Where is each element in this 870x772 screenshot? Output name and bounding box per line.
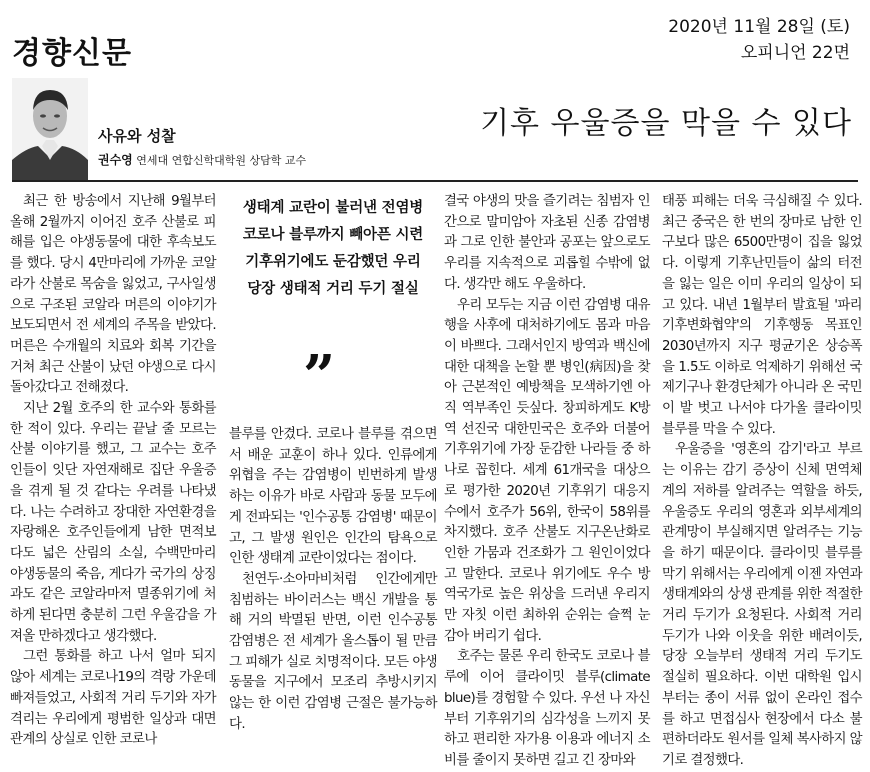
pull-quote-line: 당장 생태적 거리 두기 절실: [247, 281, 419, 297]
author-photo: [12, 78, 88, 180]
paragraph: 우리 모두는 지금 이런 감염병 대유행을 사후에 대처하기에도 몸과 마음이 바쁘다. 그래서인지 방역과 백신에 대한 대책을 논할 뿐 병인(病因)을 찾아 근본적인 예방책을 모색하기엔 아직 역부족인 듯싶다. 창피하게도 K방역 선진국 대한민국은 호주와 더불어 기후위기에 가장 둔감한 나라들 중 하나로 꼽힌다. 세계 61개국을 대상으로 평가한 2020년 기후위기 대응지수에서 호주가 56위, 한국이 58위를 차지했다. 호주 산불도 지구온난화로 인한 가뭄과 건조화가 그 원인이었다고 말한다. 코로나 위기에도 우수 방역국가로 높은 위상을 드러낸 우리지만 자칫 이런 최하위 순위는 슬쩍 눈감아 버리기 쉽다.: [444, 297, 650, 644]
paragraph: 결국 야생의 맛을 즐기려는 침범자 인간으로 말미암아 자초된 신종 감염병과 그로 인한 불안과 공포는 앞으로도 우리를 지속적으로 괴롭힐 수밖에 없다. 생각만 해도 우울하다.: [444, 194, 650, 292]
pull-quote: [229, 195, 437, 303]
author-affiliation: 연세대 연합신학대학원 상담학 교수: [136, 154, 307, 167]
byline: [98, 151, 306, 168]
author-name: 권수영: [98, 153, 133, 167]
paragraph: 태풍 피해는 더욱 극심해질 수 있다. 최근 중국은 한 번의 장마로 남한 인구보다 많은 6500만명이 집을 잃었다. 이렇게 기후난민들이 삶의 터전을 잃는 일은 이미 우리의 일상이 되고 있다. 내년 1월부터 발효될 '파리기후변화협약'의 기후행동 목표인 2030년까지 지구 평균기온 상승폭을 1.5도 이하로 억제하기 위해선 국제기구나 환경단체가 아니라 온 국민이 발 벗고 나서야 다가올 클라이밋 블루를 막을 수 있다.: [662, 194, 862, 437]
article-column-1: [10, 192, 216, 748]
paragraph: 천연두·소아마비처럼 인간에게만 침범하는 바이러스는 백신 개발을 통해 거의 박멸된 반면, 이런 인수공통 감염병은 전 세계가 올스톱이 될 만큼 그 피해가 실로 치명적이다. 모든 야생동물을 지구에서 모조리 추방시키지 않는 한 이런 감염병 근절은 불가능하다.: [229, 571, 437, 732]
column-title: 사유와 성찰: [98, 127, 176, 145]
pull-quote-line: 생태계 교란이 불러낸 전염병: [242, 200, 424, 216]
portrait-image: [12, 78, 88, 180]
header-divider: [12, 180, 858, 182]
pull-quote-line: 코로나 블루까지 빼아픈 시련: [242, 227, 424, 243]
pull-quote-line: 기후위기에도 둔감했던 우리: [245, 254, 421, 270]
paragraph: 우울증을 '영혼의 감기'라고 부르는 이유는 감기 증상이 신체 면역체계의 저하를 알려주는 역할을 하듯, 우울증도 우리의 영혼과 외부세계의 관계망이 부실해지면 알려주는 기능을 하기 때문이다. 클라이밋 블루를 막기 위해서는 우리에게 이젠 자연과 생태계와의 상생 관계를 위한 적절한 거리 두기가 요청된다. 사회적 거리 두기가 나와 이웃을 위한 배려이듯, 당장 오늘부터 생태적 거리 두기도 절실히 필요하다. 이번 대학원 입시부터는 종이 서류 없이 온라인 접수를 하고 면접심사 현장에서 다소 불편하더라도 원서를 일체 복사하지 않기로 결정했다.: [662, 442, 862, 768]
dateline: [668, 14, 850, 66]
newspaper-masthead: 경향신문: [12, 36, 132, 71]
paragraph: 호주는 물론 우리 한국도 코로나 블루에 이어 클라이밋 블루(climate blue)를 경험할 수 있다. 우선 나 자신부터 기후위기의 심각성을 느끼지 못하고 편리한 자가용 이용과 에너지 소비를 줄이지 못하면 길고 긴 장마와: [444, 649, 650, 768]
paragraph: 블루를 안겼다. 코로나 블루를 겪으면서 배운 교훈이 하나 있다. 인류에게 위협을 주는 감염병이 빈번하게 발생하는 이유가 바로 사람과 동물 모두에게 전파되는 '인수공통 감염병' 때문이고, 그 발생 원인은 인간의 탐욕으로 인한 생태계 교란이었다는 점이다.: [229, 427, 437, 567]
section-page: 오피니언 22면: [740, 43, 850, 63]
article-column-2: [229, 425, 437, 732]
article-column-3: [444, 192, 650, 768]
paragraph: 지난 2월 호주의 한 교수와 통화를 한 적이 있다. 우리는 끝날 줄 모르는 산불 이야기를 했고, 그 교수는 호주인들이 잇단 자연재해로 집단 우울증을 겪게 될 것 같다는 우려를 나타냈다. 나는 수려하고 장대한 자연환경을 자랑해온 호주인들에게 남한 면적보다도 넓은 산림의 소실, 수백만마리 야생동물의 죽음, 게다가 국가의 상징과도 같은 코알라마저 멸종위기에 처하게 된다면 충분히 그런 우울감을 가져올 만하겠다고 생각했다.: [10, 401, 216, 644]
article-headline: 기후 우울증을 막을 수 있다: [480, 106, 852, 141]
publication-date: 2020년 11월 28일 (토): [668, 17, 850, 37]
quote-mark-icon: ”: [303, 343, 336, 409]
paragraph: 최근 한 방송에서 지난해 9월부터 올해 2월까지 이어진 호주 산불로 피해를 입은 야생동물에 대한 후속보도를 했다. 당시 4만마리에 가까운 코알라가 산불로 목숨을 잃었고, 구사일생으로 구조된 코알라 머른의 이야기가 보도되면서 전 세계의 주목을 받았다. 머른은 수개월의 치료와 회복 기간을 거쳐 최근 산불이 났던 야생으로 다시 돌아갔다고 전해졌다.: [10, 194, 216, 396]
article-column-4: [662, 192, 862, 768]
paragraph: 그런 통화를 하고 나서 얼마 되지 않아 세계는 코로나19의 격랑 가운데 빠져들었고, 사회적 거리 두기와 자가격리는 우리에게 평범한 일상과 대면 관계의 상실로 인한 코로나: [10, 649, 216, 748]
